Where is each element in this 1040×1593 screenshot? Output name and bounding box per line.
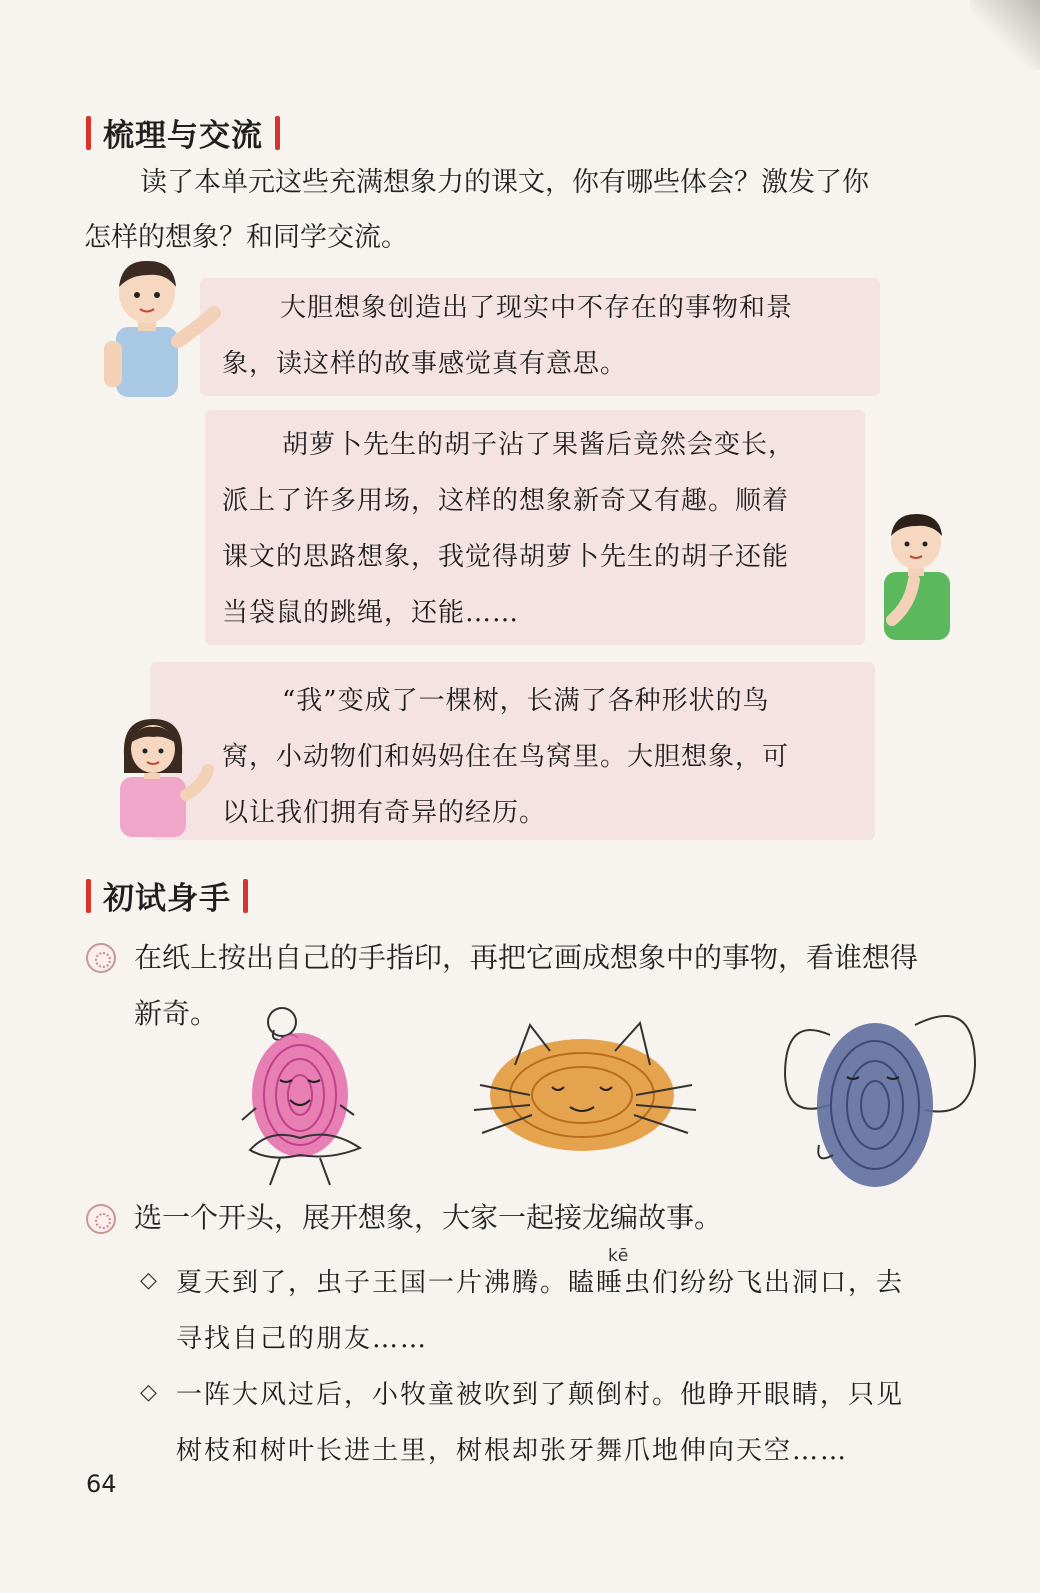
title-bar-left: [86, 879, 91, 913]
girl-pink-shirt-illustration: [108, 715, 218, 840]
task-marker-icon: [86, 943, 116, 973]
section-header-sorting: [86, 110, 280, 155]
boy-green-shirt-illustration: [870, 510, 965, 645]
intro-line-2: 怎样的想象？和同学交流。: [84, 222, 408, 253]
bubble-2-line-3: 课文的思路想象，我觉得胡萝卜先生的胡子还能: [222, 542, 790, 572]
page-number: 64: [86, 1470, 117, 1498]
diamond-bullet-icon: ◇: [140, 1380, 157, 1405]
cat-fingerprint-illustration: [460, 1015, 700, 1155]
title-bar-right: [243, 879, 248, 913]
page-corner-shadow: [970, 0, 1040, 70]
diamond-bullet-icon: ◇: [140, 1268, 157, 1293]
section-title: 梳理与交流: [103, 118, 263, 154]
bubble-1-line-2: 象，读这样的故事感觉真有意思。: [222, 349, 628, 379]
section-title: 初试身手: [103, 881, 231, 917]
task-marker-icon: [86, 1204, 116, 1234]
boy-blue-shirt-illustration: [96, 255, 226, 405]
bubble-2-line-4: 当袋鼠的跳绳，还能……: [222, 598, 520, 628]
pinyin-annotation: kē: [608, 1246, 629, 1266]
bubble-2-line-1: 胡萝卜先生的胡子沾了果酱后竟然会变长，: [282, 430, 796, 460]
story-start-1-line-2: 寻找自己的朋友……: [176, 1324, 429, 1354]
story-start-2-line-2: 树枝和树叶长进土里，树根却张牙舞爪地伸向天空……: [176, 1436, 849, 1466]
bubble-2-line-2: 派上了许多用场，这样的想象新奇又有趣。顺着: [222, 486, 790, 516]
story-start-1-line-1: 夏天到了，虫子王国一片沸腾。瞌睡虫们纷纷飞出洞口，去: [176, 1268, 905, 1298]
section-header-first-try: [86, 873, 248, 918]
task-1-line-1: 在纸上按出自己的手指印，再把它画成想象中的事物，看谁想得: [134, 941, 919, 974]
bubble-3-line-2: 窝，小动物们和妈妈住在鸟窝里。大胆想象，可: [222, 742, 790, 772]
title-bar-left: [86, 116, 91, 150]
intro-line-1: 读了本单元这些充满想象力的课文，你有哪些体会？激发了你: [140, 167, 869, 198]
story-start-2-line-1: 一阵大风过后，小牧童被吹到了颠倒村。他睁开眼睛，只见: [176, 1380, 905, 1410]
bubble-3-line-1: “我”变成了一棵树，长满了各种形状的鸟: [282, 686, 770, 716]
task-2-text: 选一个开头，展开想象，大家一起接龙编故事。: [134, 1201, 723, 1234]
title-bar-right: [275, 116, 280, 150]
elephant-fingerprint-illustration: [775, 995, 980, 1195]
ballerina-fingerprint-illustration: [230, 1000, 390, 1190]
bubble-3-line-3: 以让我们拥有奇异的经历。: [222, 798, 547, 828]
bubble-1-line-1: 大胆想象创造出了现实中不存在的事物和景: [280, 293, 794, 323]
task-1-line-2: 新奇。: [134, 997, 219, 1030]
